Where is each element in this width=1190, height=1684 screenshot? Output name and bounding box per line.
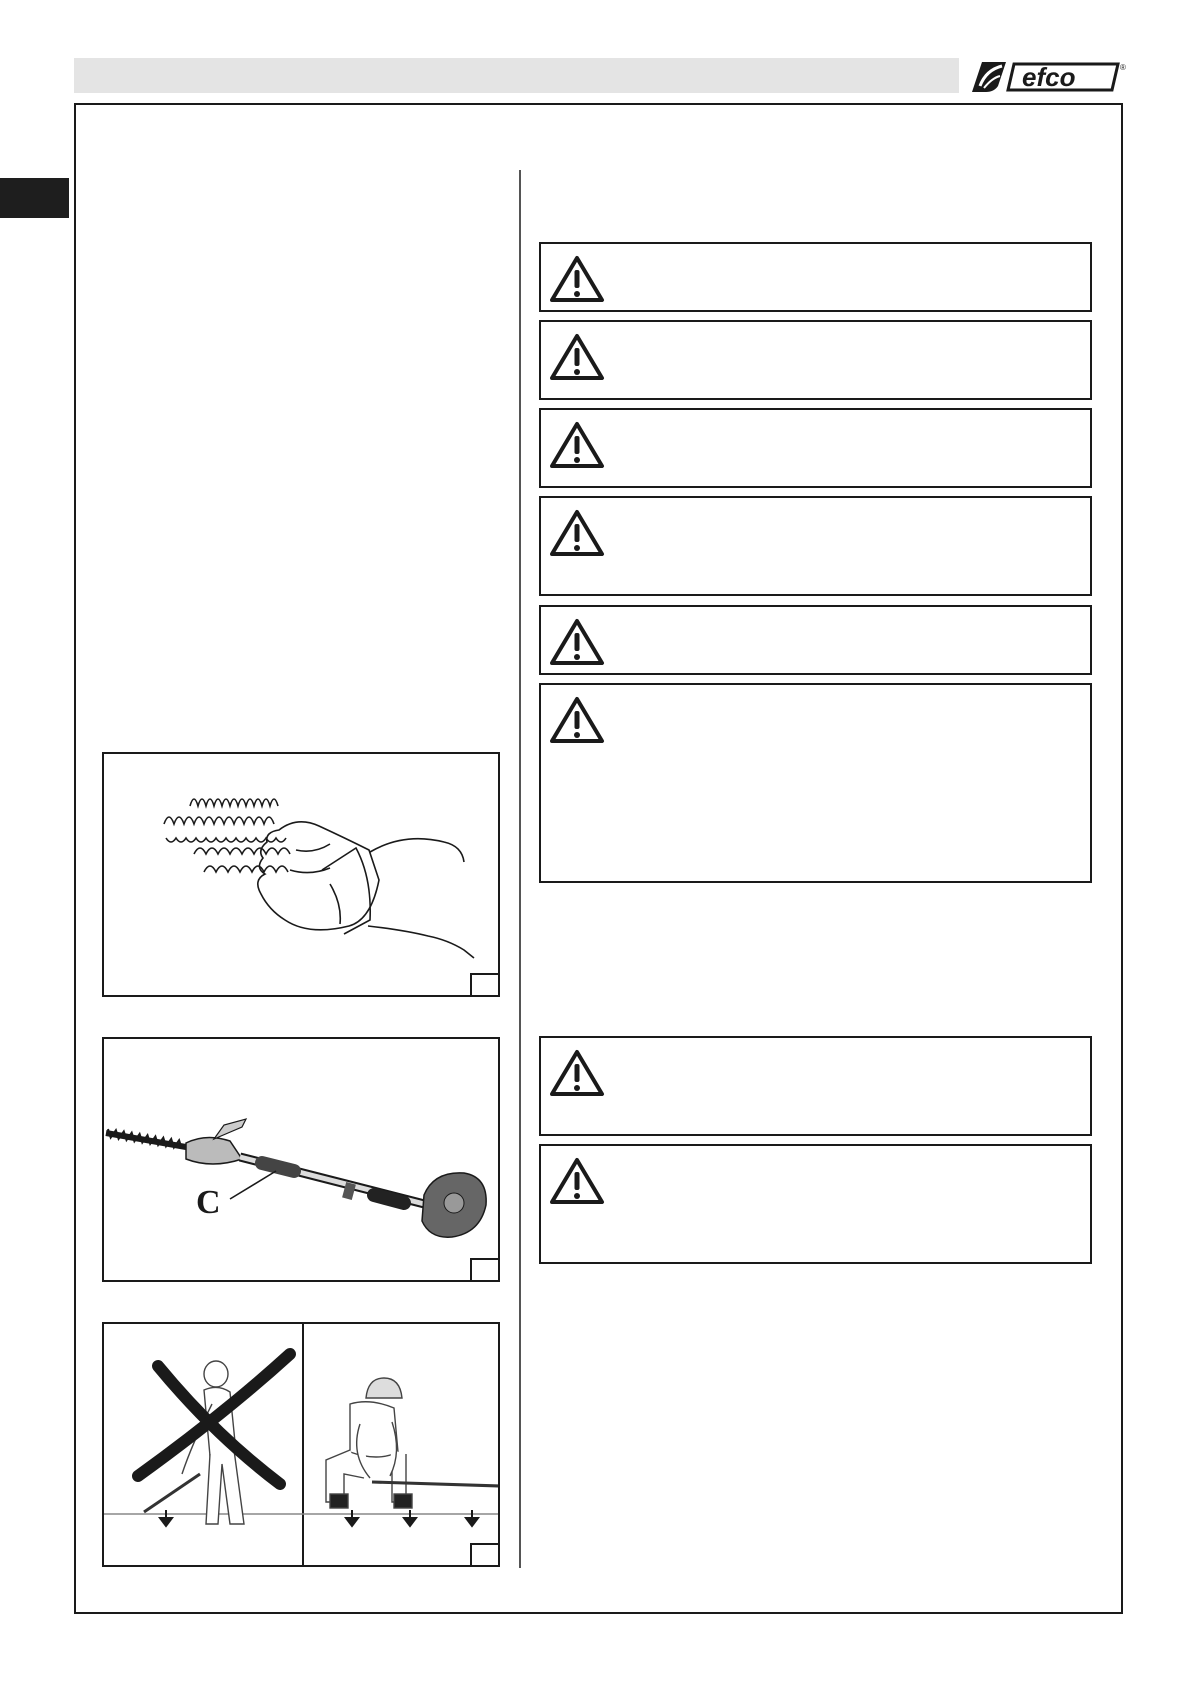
- warning-box-4: [539, 496, 1092, 596]
- efco-leaf-icon: [972, 62, 1006, 92]
- brand-wordmark: efco: [1022, 62, 1076, 92]
- callout-label-c: C: [196, 1184, 221, 1221]
- warning-box-5: [539, 605, 1092, 675]
- warning-box-3: [539, 408, 1092, 488]
- figure-gloved-hand: [102, 752, 500, 997]
- warning-triangle-icon: [549, 254, 605, 304]
- down-arrow-icon: [346, 1510, 358, 1526]
- warning-box-8: [539, 1144, 1092, 1264]
- posture-illustration: [104, 1324, 500, 1567]
- figure-hedge-trimmer: [102, 1037, 500, 1282]
- section-tab: [0, 178, 69, 218]
- warning-triangle-icon: [549, 420, 605, 470]
- figure-number-box: [470, 1543, 498, 1565]
- figure-number-box: [470, 973, 498, 995]
- warning-triangle-icon: [549, 695, 605, 745]
- registered-mark: ®: [1120, 63, 1126, 72]
- figure-number-box: [470, 1258, 498, 1280]
- warning-box-7: [539, 1036, 1092, 1136]
- hedge-trimmer-illustration: [104, 1039, 500, 1282]
- warning-triangle-icon: [549, 617, 605, 667]
- warning-box-6: [539, 683, 1092, 883]
- down-arrow-icon: [466, 1510, 478, 1526]
- header-bar: [74, 58, 959, 93]
- down-arrow-icon: [404, 1510, 416, 1526]
- down-arrow-icon: [160, 1510, 172, 1526]
- column-divider: [519, 170, 521, 1568]
- warning-box-1: [539, 242, 1092, 312]
- warning-triangle-icon: [549, 1156, 605, 1206]
- warning-triangle-icon: [549, 508, 605, 558]
- correct-posture: [326, 1378, 500, 1508]
- efco-logo: [968, 56, 1130, 96]
- warning-box-2: [539, 320, 1092, 400]
- warning-triangle-icon: [549, 332, 605, 382]
- figure-posture: [102, 1322, 500, 1567]
- gloved-hand-illustration: [104, 754, 500, 997]
- warning-triangle-icon: [549, 1048, 605, 1098]
